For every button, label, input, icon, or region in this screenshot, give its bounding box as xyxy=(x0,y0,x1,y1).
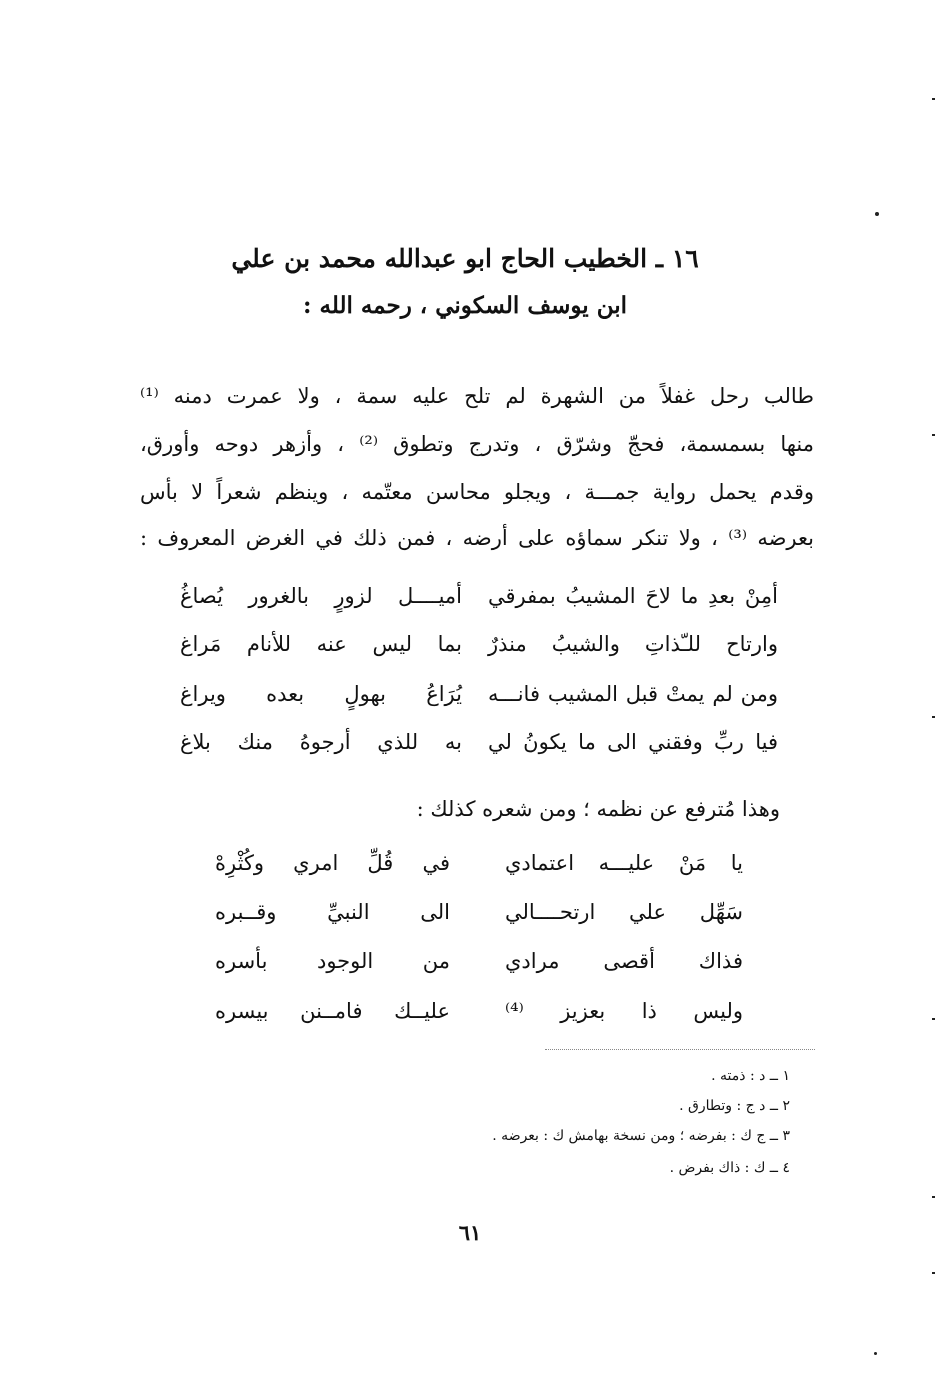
prose-line: بعرضه ⁽³⁾ ، ولا تنكر سماؤه على أرضه ، فمن ذلك في الغرض المعروف : xyxy=(140,526,814,550)
poem2-intro: وهذا مُترفع عن نظمه ؛ ومن شعره كذلك : xyxy=(416,797,780,821)
poem1-hemistich-second: أميــــل لزورٍ بالغرور يُصاغُ xyxy=(180,584,462,608)
scan-mark xyxy=(932,1196,935,1198)
poem2-hemistich-first: فذاك أقصى مرادي xyxy=(505,949,743,973)
poem2-hemistich-first: وليس ذا بعزيز ⁽⁴⁾ xyxy=(505,999,743,1023)
prose-line: وقدم يحمل رواية جمـــة ، ويجلو محاسن معتّمه ، وينظم شعراً لا بأس xyxy=(140,480,814,504)
page-number: ٦١ xyxy=(458,1220,482,1245)
scan-dot xyxy=(875,212,879,216)
scan-dot xyxy=(874,1352,877,1355)
poem2-hemistich-second: الى النبيِّ وقــبره xyxy=(215,900,450,924)
poem2-hemistich-first: يا مَنْ عليـــه اعتمادي xyxy=(505,851,743,875)
poem1-hemistich-first: فيا ربِّ وفقني الى ما يكونُ لي xyxy=(488,730,778,754)
poem1-hemistich-second: يُرَاعُ بهولٍ بعده ويراغ xyxy=(180,682,462,706)
footnote: ٢ ــ د ج : وتطارق . xyxy=(679,1098,790,1114)
chapter-title-line-1: ١٦ ـ الخطيب الحاج ابو عبدالله محمد بن علي xyxy=(231,244,699,273)
poem1-hemistich-second: به للذي أرجوهُ منك بلاغ xyxy=(180,730,462,754)
poem1-hemistich-first: ومن لم يمتْ قبل المشيب فانـــه xyxy=(488,682,778,706)
footnote-separator xyxy=(545,1049,815,1050)
scan-mark xyxy=(932,98,935,100)
footnote: ٤ ــ ك : ذاك بفرض . xyxy=(669,1160,790,1176)
scan-mark xyxy=(932,434,935,436)
poem1-hemistich-first: وارتاح للـّذاتِ والشيبُ منذرٌ xyxy=(488,632,778,656)
poem2-hemistich-second: من الوجود بأسره xyxy=(215,949,450,973)
footnote: ١ ــ د : ذمته . xyxy=(711,1068,790,1084)
poem1-hemistich-second: بما ليس عنه للأنام مَراغ xyxy=(180,632,462,656)
prose-line: منها بسمسمة، فحجّ وشرّق ، وتدرج وتطوق ⁽²⁾ ، وأزهر دوحه وأورق، xyxy=(140,432,814,456)
poem2-hemistich-second: في قُلِّ امري وكُثْرِهْ xyxy=(215,851,450,875)
poem2-hemistich-first: سَهِّل علي ارتحــــالي xyxy=(505,900,743,924)
poem2-hemistich-second: عليــك فامــنن بيسره xyxy=(215,999,450,1023)
poem1-hemistich-first: أمِنْ بعدِ ما لاحَ المشيبُ بمفرقي xyxy=(488,584,778,608)
footnote: ٣ ــ ج ك : بفرضه ؛ ومن نسخة بهامش ك : بعرضه . xyxy=(492,1128,790,1144)
scan-mark xyxy=(932,1018,935,1020)
chapter-title-line-2: ابن يوسف السكوني ، رحمه الله : xyxy=(303,292,627,319)
scan-mark xyxy=(932,1272,935,1274)
prose-line: طالب رحل غفلاً من الشهرة لم تلح عليه سمة ، ولا عمرت دمنه ⁽¹⁾ xyxy=(140,384,814,408)
scan-mark xyxy=(932,716,935,718)
